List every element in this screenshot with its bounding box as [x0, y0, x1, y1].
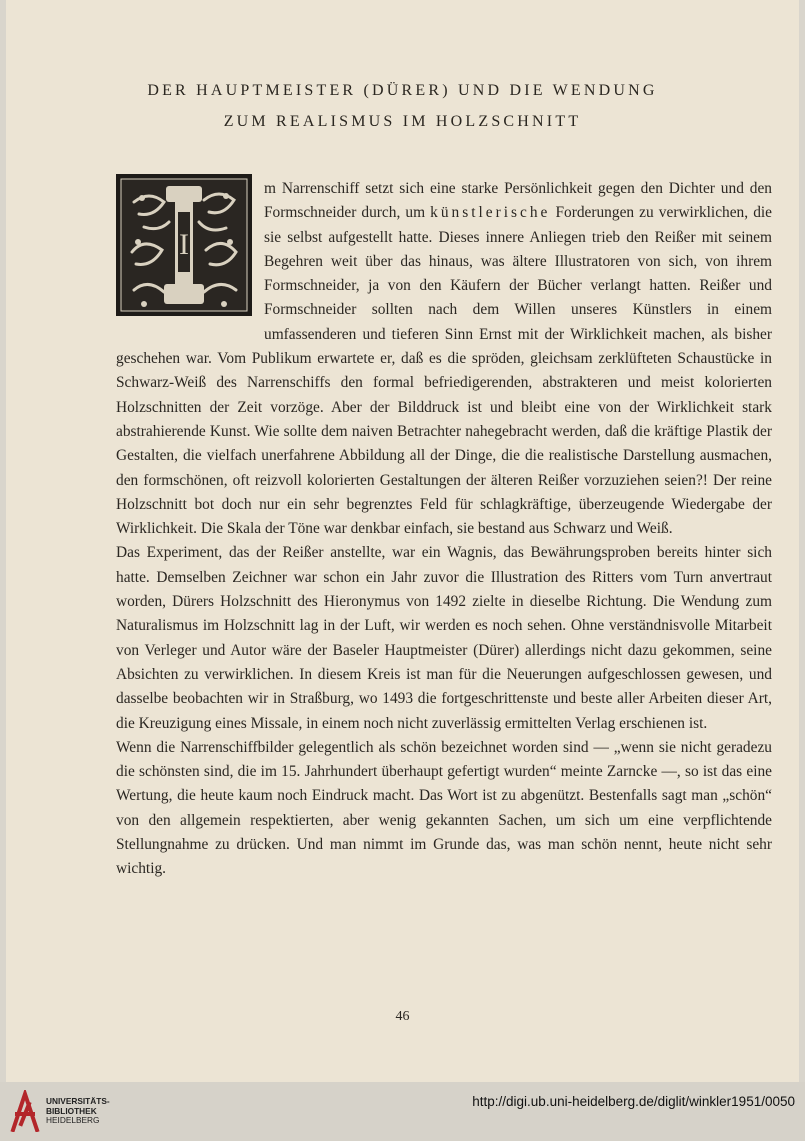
library-logo-icon: [9, 1090, 41, 1132]
initial-letter: I: [179, 228, 189, 261]
chapter-title-line-2: ZUM REALISMUS IM HOLZSCHNITT: [223, 113, 582, 130]
initial-spacer: [116, 177, 264, 323]
library-line-3: HEIDELBERG: [46, 1115, 100, 1125]
paragraph-2: Das Experiment, das der Reißer anstellte, war ein Wagnis, das Bewährungsproben bereits hinter sich hatte. Demselben Zeichner war schon ein Jahr zuvor die Illustration des Ritters vom Turn anvertraut worden, Dürers Holzschnitt des Hieronymus von 1492 zielte in dieselbe Richtung. Die Wendung zum Naturalismus im Holzschnitt lag in der Luft, wir werden es noch sehen. Ohne verständnisvolle Mitarbeit von Verleger und Autor wäre der Baseler Hauptmeister (Dürer) allerdings nicht dazu gekommen, seine Absichten zu verwirklichen. In diesem Kreis ist man für die Neuerungen aufgeschlossen gewesen, und dasselbe beobachten wir in Straßburg, wo 1493 die fortgeschrittenste und beste aller Arbeiten dieser Art, die Kreuzigung eines Missale, in einem noch nicht zuverlässig ermittelten Verlag erschienen ist.: [116, 544, 772, 732]
library-line-1: UNIVERSITÄTS-: [46, 1096, 110, 1106]
paragraph-3: Wenn die Narrenschiffbilder gelegentlich als schön bezeichnet worden sind — „wenn sie nicht geradezu die schönsten sind, die im 15. Jahrhundert überhaupt gefertigt wurden“ meinte Zarncke —, so ist das eine Wertung, die heute kaum noch Eindruck macht. Das Wort ist zu abgenützt. Bestenfalls sagt man „schön“ von den allgemein respektierten, aber wenig gekannten Sachen, um sich um eine verpflichtende Stellungnahme zu drücken. Und man nimmt im Grunde das, was man schön nennt, heute nicht sehr wichtig.: [116, 738, 772, 878]
footer-bar: [0, 1082, 805, 1141]
library-name: [46, 1097, 110, 1126]
library-line-2: BIBLIOTHEK: [46, 1105, 97, 1116]
source-url-link[interactable]: http://digi.ub.uni-heidelberg.de/diglit/winkler1951/0050: [472, 1094, 795, 1109]
paragraph-1-text-b: Forderungen zu verwirklichen, die sie selbst aufgestellt hatte. Dieses innere Anliegen trieb den Reißer mit seinem Begehren weit über das hinaus, was ältere Illustratoren von sich, von ihrem Formschneider, ja von den Käufern der Bücher verlangt hatten. Reißer und Formschneider sollten nach dem Willen unseres Künstlers in einem umfassenderen und tieferen Sinn Ernst mit der Wirklichkeit machen, als bisher geschehen war. Vom Publikum erwartete er, daß es die spröden, gleichsam zerklüfteten Schaustücke in Schwarz-Weiß des Narrenschiffs den formal befriedigerenden, abstrakteren und meist kolorierten Holzschnitten der Zeit vorzöge. Aber der Bilddruck ist und bleibt eine von der Wirklichkeit stark abstrahierende Kunst. Wie sollte dem naiven Betrachter nahegebracht werden, daß die kräftige Plastik der Gestalten, die vielfach unerfahrene Abbildung all der Dinge, die die realistische Darstellung ausmachen, den formschönen, oft reizvoll kolorierten Gestaltungen der älteren Reißer vorzuziehen seien?! Der reine Holzschnitt bot doch nur ein sehr begrenztes Feld für schlagkräftige, überzeugende Wiedergabe der Wirklichkeit. Die Skala der Töne war denkbar einfach, sie bestand aus Schwarz und Weiß.: [116, 204, 772, 538]
body-text: [116, 177, 772, 882]
paragraph-1: [116, 177, 772, 541]
book-page: [6, 0, 799, 1082]
paragraph-1-text-a: m Narrenschiff setzt sich eine starke Persönlichkeit gegen den Dichter und den Formschneider durch, um: [264, 180, 772, 222]
page-number: 46: [395, 1009, 410, 1024]
spaced-emphasis: künstlerische: [430, 204, 551, 222]
chapter-title-line-1: DER HAUPTMEISTER (DÜRER) UND DIE WENDUNG: [147, 82, 658, 99]
